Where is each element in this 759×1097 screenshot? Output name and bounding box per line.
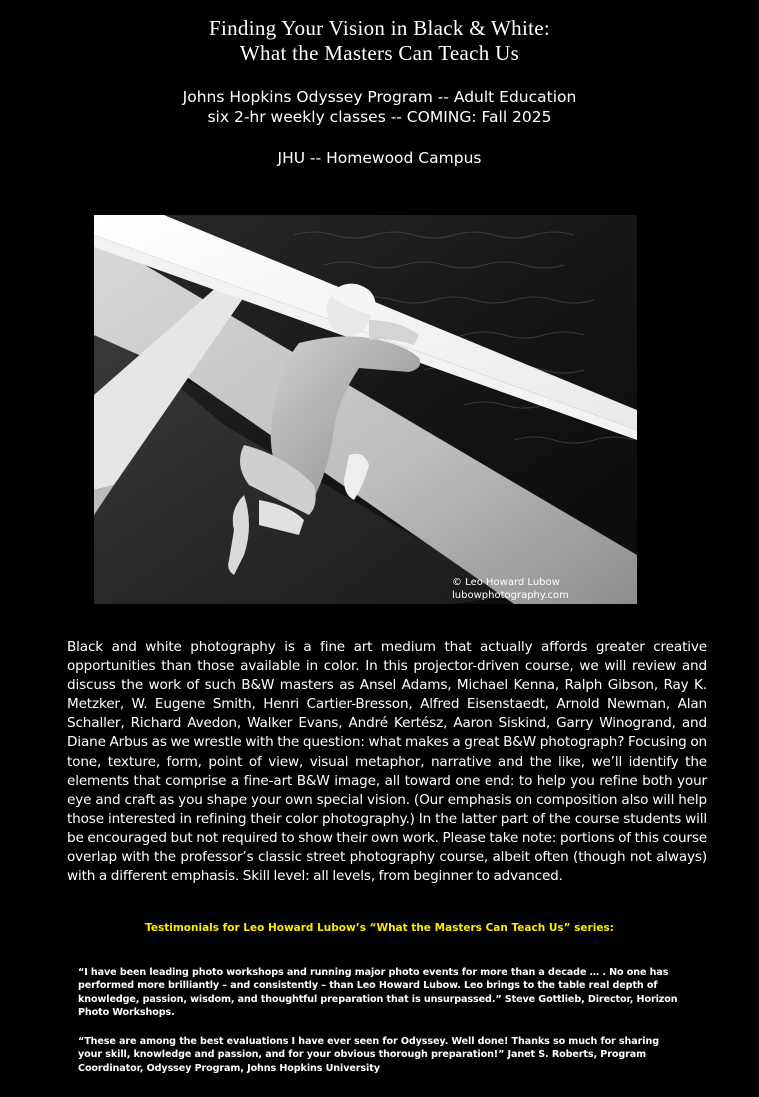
photo-copyright: © Leo Howard Lubow	[452, 577, 560, 588]
campus-line: JHU -- Homewood Campus	[277, 149, 482, 167]
testimonials-heading: Testimonials for Leo Howard Lubow’s “What the Masters Can Teach Us” series:	[145, 922, 614, 934]
program-info	[0, 87, 759, 127]
schedule-line: six 2-hr weekly classes -- COMING: Fall 2025	[207, 108, 552, 126]
course-photo	[94, 215, 637, 604]
photo-website: lubowphotography.com	[452, 590, 569, 601]
course-description: Black and white photography is a fine art medium that actually affords greater creative opportunities than those available in color. In this projector-driven course, we will review and discuss the work of such B&W masters as Ansel Adams, Michael Kenna, Ralph Gibson, Ray K. Metzker, W. Eugene Smith, Henri Cartier-Bresson, Alfred Eisenstaedt, Arnold Newman, Alan Schaller, Richard Avedon, Walker Evans, André Kertész, Aaron Siskind, Garry Winogrand, and Diane Arbus as we wrestle with the question: what makes a great B&W photograph? Focusing on tone, texture, form, point of view, visual metaphor, narrative and the like, we’ll identify the elements that comprise a fine-art B&W image, all toward one end: to help you refine both your eye and craft as you shape your own special vision. (Our emphasis on composition also will help those interested in refining their color photography.) In the latter part of the course students will be encouraged but not required to show their own work. Please take note: portions of this course overlap with the professor’s classic street photography course, albeit often (though not always) with a different emphasis. Skill level: all levels, from beginner to advanced.	[67, 639, 707, 885]
title-line-1: Finding Your Vision in Black & White:	[208, 16, 550, 40]
page-title	[0, 16, 759, 66]
title-line-2: What the Masters Can Teach Us	[239, 41, 520, 65]
program-line: Johns Hopkins Odyssey Program -- Adult Education	[182, 88, 577, 106]
testimonial-quote-2: “These are among the best evaluations I have ever seen for Odyssey. Well done! Thanks so much for sharing your skill, knowledge and passion, and for your obvious thorough preparation!” Janet S. Roberts, Program Coordinator, Odyssey Program, Johns Hopkins University	[78, 1036, 659, 1074]
testimonial-quote-1: “I have been leading photo workshops and running major photo events for more than a decade … . No one has performed more brilliantly – and consistently – than Leo Howard Lubow. Leo brings to the table real depth of knowledge, passion, wisdom, and thoughtful preparation that is unsurpassed.” Steve Gottlieb, Director, Horizon Photo Workshops.	[78, 967, 678, 1018]
